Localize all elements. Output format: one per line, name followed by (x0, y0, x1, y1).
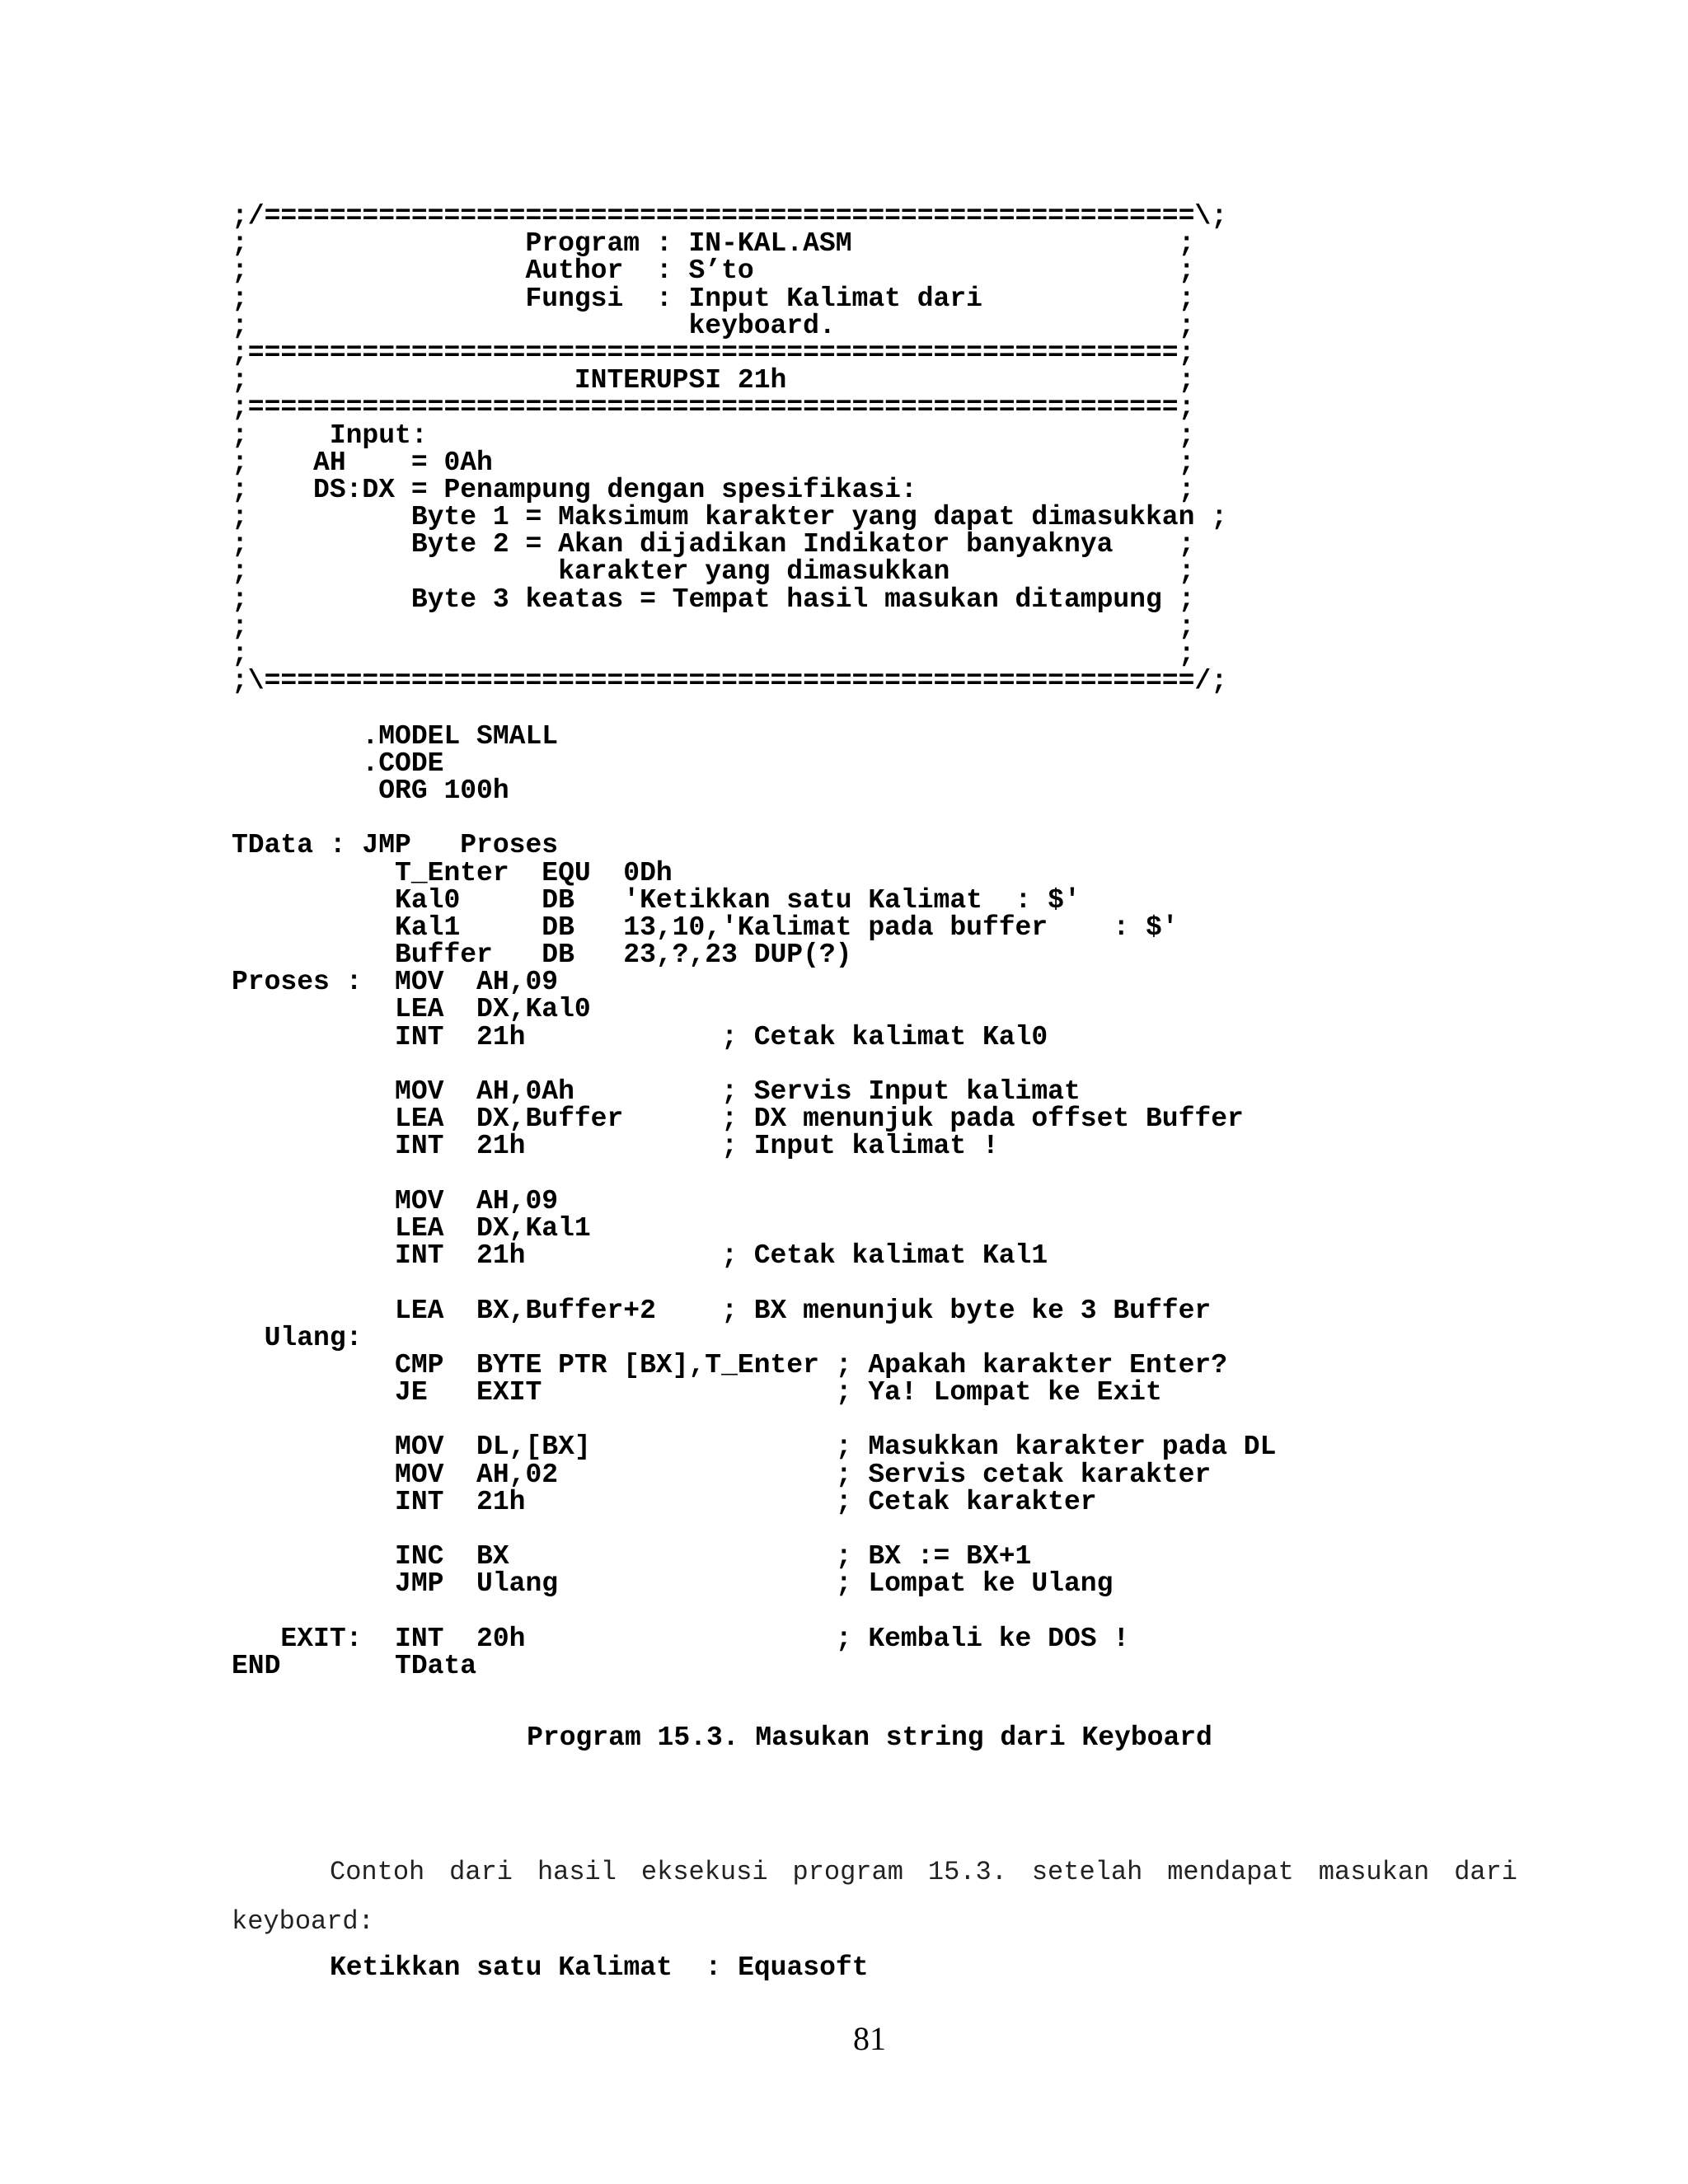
code-line: END TData (232, 1650, 477, 1681)
code-line: MOV AH,0Ah ; Servis Input kalimat (232, 1076, 1081, 1107)
code-line (232, 1051, 1633, 1078)
code-line: ; ; (232, 639, 1195, 669)
code-line: Proses : MOV AH,09 (232, 967, 559, 998)
code-line: LEA DX,Kal1 (232, 1212, 591, 1244)
code-line: ;=========================================================; (232, 337, 1195, 368)
code-line (232, 1406, 1633, 1433)
code-line (232, 804, 1633, 832)
code-line (232, 695, 1633, 722)
sample-output-line: Ketikkan satu Kalimat : Equasoft (330, 1952, 869, 1983)
code-line: INT 21h ; Cetak kalimat Kal1 (232, 1240, 1048, 1272)
code-line: TData : JMP Proses (232, 830, 559, 861)
code-line: ; AH = 0Ah ; (232, 447, 1195, 478)
code-line: INT 21h ; Cetak karakter (232, 1486, 1097, 1517)
code-line (232, 1160, 1633, 1188)
code-line: ; Byte 1 = Maksimum karakter yang dapat dimasukkan ; (232, 502, 1227, 533)
code-line: ; INTERUPSI 21h ; (232, 365, 1195, 396)
code-line: ; Byte 2 = Akan dijadikan Indikator banyaknya ; (232, 529, 1195, 560)
code-line: ;=========================================================; (232, 392, 1195, 424)
code-line: Ulang: (232, 1322, 363, 1353)
code-line: ORG 100h (232, 775, 509, 806)
code-line: EXIT: INT 20h ; Kembali ke DOS ! (232, 1623, 1130, 1654)
code-line: .MODEL SMALL (232, 720, 559, 752)
code-line: Buffer DB 23,?,23 DUP(?) (232, 940, 852, 971)
code-line: LEA BX,Buffer+2 ; BX menunjuk byte ke 3 Buffer (232, 1295, 1212, 1326)
code-line: ; Input: ; (232, 419, 1195, 451)
code-line: JE EXIT ; Ya! Lompat ke Exit (232, 1377, 1162, 1408)
body-paragraph: Contoh dari hasil eksekusi program 15.3. setelah mendapat masukan dari keyboard: (232, 1857, 1517, 1937)
code-line: INT 21h ; Cetak kalimat Kal0 (232, 1021, 1048, 1052)
code-line: MOV AH,02 ; Servis cetak karakter (232, 1459, 1212, 1490)
code-line: JMP Ulang ; Lompat ke Ulang (232, 1568, 1114, 1600)
code-line: LEA DX,Buffer ; DX menunjuk pada offset Buffer (232, 1104, 1244, 1135)
code-line: ; Byte 3 keatas = Tempat hasil masukan ditampung ; (232, 583, 1195, 615)
program-caption: Program 15.3. Masukan string dari Keyboard (527, 1722, 1212, 1753)
code-line (232, 1269, 1633, 1296)
code-line: ; Program : IN-KAL.ASM ; (232, 228, 1195, 260)
code-line (232, 1516, 1633, 1543)
code-line: ; keyboard. ; (232, 310, 1195, 341)
code-line: ;/=========================================================\; (232, 201, 1227, 232)
code-line: ; ; (232, 611, 1195, 642)
code-line: LEA DX,Kal0 (232, 994, 591, 1025)
code-line: ; DS:DX = Penampung dengan spesifikasi: ; (232, 474, 1195, 505)
code-line: CMP BYTE PTR [BX],T_Enter ; Apakah karakter Enter? (232, 1349, 1227, 1380)
code-line: ; karakter yang dimasukkan ; (232, 556, 1195, 588)
code-line: INT 21h ; Input kalimat ! (232, 1131, 999, 1162)
code-line: Kal1 DB 13,10,'Kalimat pada buffer : $' (232, 912, 1179, 943)
code-listing (232, 203, 1633, 1680)
code-line: ; Author : S’to ; (232, 255, 1195, 287)
code-line: MOV AH,09 (232, 1185, 559, 1216)
page-number: 81 (853, 2020, 886, 2057)
code-line: .CODE (232, 748, 444, 779)
code-line: MOV DL,[BX] ; Masukkan karakter pada DL (232, 1432, 1277, 1463)
code-line: INC BX ; BX := BX+1 (232, 1541, 1032, 1572)
code-line: Kal0 DB 'Ketikkan satu Kalimat : $' (232, 884, 1081, 916)
code-line: ;\=========================================================/; (232, 666, 1227, 697)
code-line (232, 1598, 1633, 1625)
code-line: T_Enter EQU 0Dh (232, 857, 673, 888)
code-line: ; Fungsi : Input Kalimat dari ; (232, 283, 1195, 314)
